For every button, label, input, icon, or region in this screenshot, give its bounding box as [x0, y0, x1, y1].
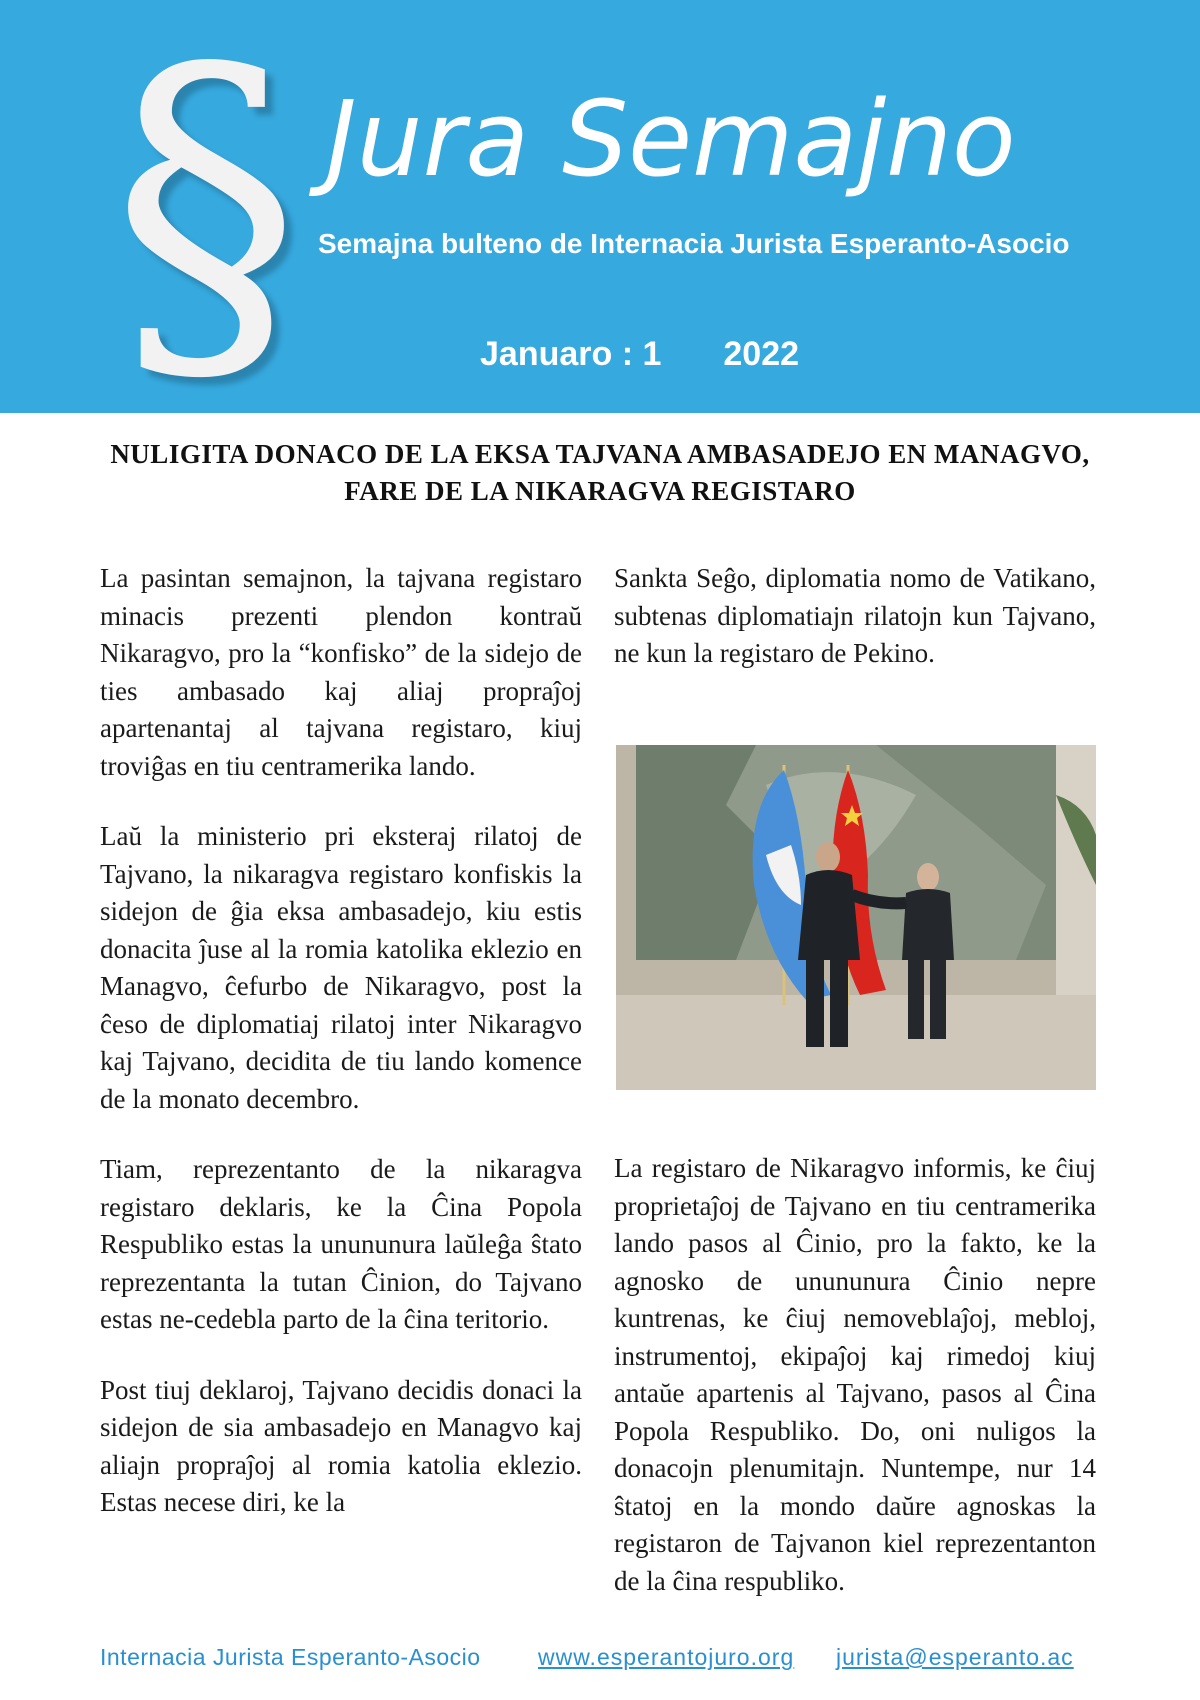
- email-link[interactable]: jurista@esperanto.ac: [836, 1644, 1074, 1670]
- article-paragraph: Post tiuj deklaroj, Tajvano decidis donaci la sidejon de sia ambasadejo en Managvo kaj aliajn propraĵoj al romia katolia eklezio. Estas necese diri, ke la: [100, 1374, 582, 1517]
- article-right-column-top: [614, 560, 1096, 673]
- footer: [100, 1640, 1100, 1674]
- diplomats-photo: [616, 745, 1096, 1090]
- article-headline: NULIGITA DONACO DE LA EKSA TAJVANA AMBASADEJO EN MANAGVO, FARE DE LA NIKARAGVA REGISTARO: [110, 439, 1090, 506]
- article-paragraph: Tiam, reprezentanto de la nikaragva registaro deklaris, ke la Ĉina Popola Respubliko estas la unununura laŭleĝa ŝtato reprezentanta la tutan Ĉinion, do Tajvano estas ne-cedebla parto de la ĉina teritorio.: [100, 1154, 582, 1334]
- website-link[interactable]: www.esperantojuro.org: [538, 1644, 795, 1670]
- article-paragraph: Laŭ la ministerio pri eksteraj rilatoj de Tajvano, la nikaragva registaro konfiskis la sidejon de ĝia eksa ambasadejo, kiu estis donacita ĵuse al la romia katolika eklezio en Managvo, ĉefurbo de Nikaragvo, post la ĉeso de diplomatiaj rilatoj inter Nikaragvo kaj Tajvano, decidita de tiu lando komence de la monato decembro.: [100, 821, 582, 1114]
- article-left-column: [100, 560, 582, 1522]
- issue-number: Januaro : 1: [480, 335, 662, 373]
- masthead: [0, 0, 1200, 431]
- article-paragraph: La registaro de Nikaragvo informis, ke ĉiuj proprietaĵoj de Tajvano en tiu centramerika lando pasos al Ĉinio, pro la fakto, ke la agnosko de unununura Ĉinio nepre kuntrenas, ke ĉiuj nemoveblaĵoj, mebloj, instrumentoj, ekipaĵoj kaj rimedoj kiuj antaŭe apartenis al Tajvano, pasos al Ĉina Popola Respubliko. Do, oni nuligos la donacojn plenumitajn. Nuntempe, nur 14 ŝtatoj en la mondo daŭre agnoskas la registaron de Tajvanon kiel reprezentanton de la ĉina respubliko.: [614, 1153, 1096, 1596]
- issue-date: [480, 332, 900, 376]
- newsletter-subtitle: Semajna bulteno de Internacia Jurista Esperanto-Asocio: [318, 228, 1070, 259]
- newsletter-title: Jura Semajno: [326, 78, 1016, 200]
- footer-organization: Internacia Jurista Esperanto-Asocio: [100, 1644, 481, 1670]
- article-right-column-bottom: [614, 1150, 1096, 1600]
- article-paragraph: La pasintan semajnon, la tajvana registaro minacis prezenti plendon kontraŭ Nikaragvo, pro la “konfisko” de la sidejo de ties ambasado kaj aliaj propraĵoj apartenantaj al tajvana registaro, kiuj troviĝas en tiu centramerika lando.: [100, 563, 582, 781]
- article-paragraph: Sankta Seĝo, diplomatia nomo de Vatikano, subtenas diplomatiajn rilatojn kun Tajvano, ne kun la registaro de Pekino.: [614, 563, 1096, 668]
- photo-illustration: [616, 745, 1096, 1090]
- section-sign-logo: §: [111, 0, 301, 431]
- issue-year: 2022: [723, 335, 800, 373]
